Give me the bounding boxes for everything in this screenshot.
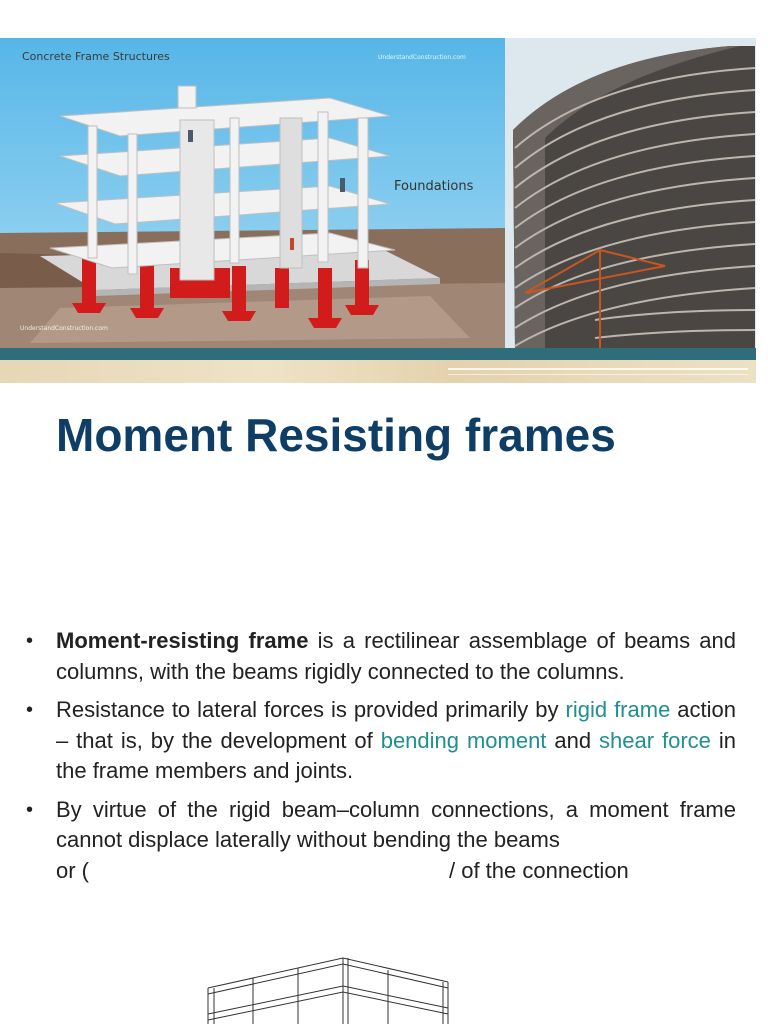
watermark-bottom: UnderstandConstruction.com [20, 325, 108, 332]
bullet-body-cut-end: / of the connection [449, 857, 629, 883]
link-shear-force[interactable]: shear force [599, 727, 711, 753]
header-band-sand [0, 360, 756, 383]
slide-title: Moment Resisting frames [56, 409, 616, 461]
bullet-marker: • [26, 798, 34, 821]
link-rigid-frame[interactable]: rigid frame [565, 697, 671, 722]
building-construction-photo [505, 38, 756, 348]
frame-sketch-image [88, 948, 458, 1024]
bullet-body: Resistance to lateral forces is provided primarily by [56, 697, 566, 722]
concrete-frame-illustration [0, 38, 505, 348]
watermark-top: UnderstandConstruction.com [378, 54, 466, 61]
header-band-teal [0, 348, 756, 360]
header-band-line-2 [448, 374, 748, 375]
bullet-body-cut-start: or ( [56, 857, 89, 883]
illustration-title: Concrete Frame Structures [22, 50, 170, 63]
header-image-strip [0, 38, 756, 383]
bullet-body: By virtue of the rigid beam–column connections, a moment frame cannot displace laterally without bending the beams [56, 796, 736, 852]
link-bending-moment[interactable]: bending moment [380, 727, 547, 753]
bullet-body: in the frame members and joints. [56, 727, 736, 783]
bullet-text [56, 626, 736, 687]
bullet-item [26, 626, 736, 687]
bullet-item [26, 795, 736, 887]
bullet-text [56, 795, 736, 887]
bullet-body: and [546, 727, 600, 753]
bullet-text [56, 695, 736, 787]
bullet-list [26, 626, 736, 894]
bullet-body: action – that is, by the development of [56, 697, 737, 753]
bullet-item [26, 695, 736, 787]
bullet-body: is a rectilinear assemblage of beams and columns, with the beams rigidly connected to the columns. [56, 628, 736, 684]
term-moment-resisting-frame: Moment-resisting frame [56, 628, 309, 653]
bullet-marker: • [26, 630, 34, 652]
header-band-line [448, 368, 748, 370]
foundations-label: Foundations [394, 179, 474, 194]
bullet-marker: • [26, 699, 34, 721]
